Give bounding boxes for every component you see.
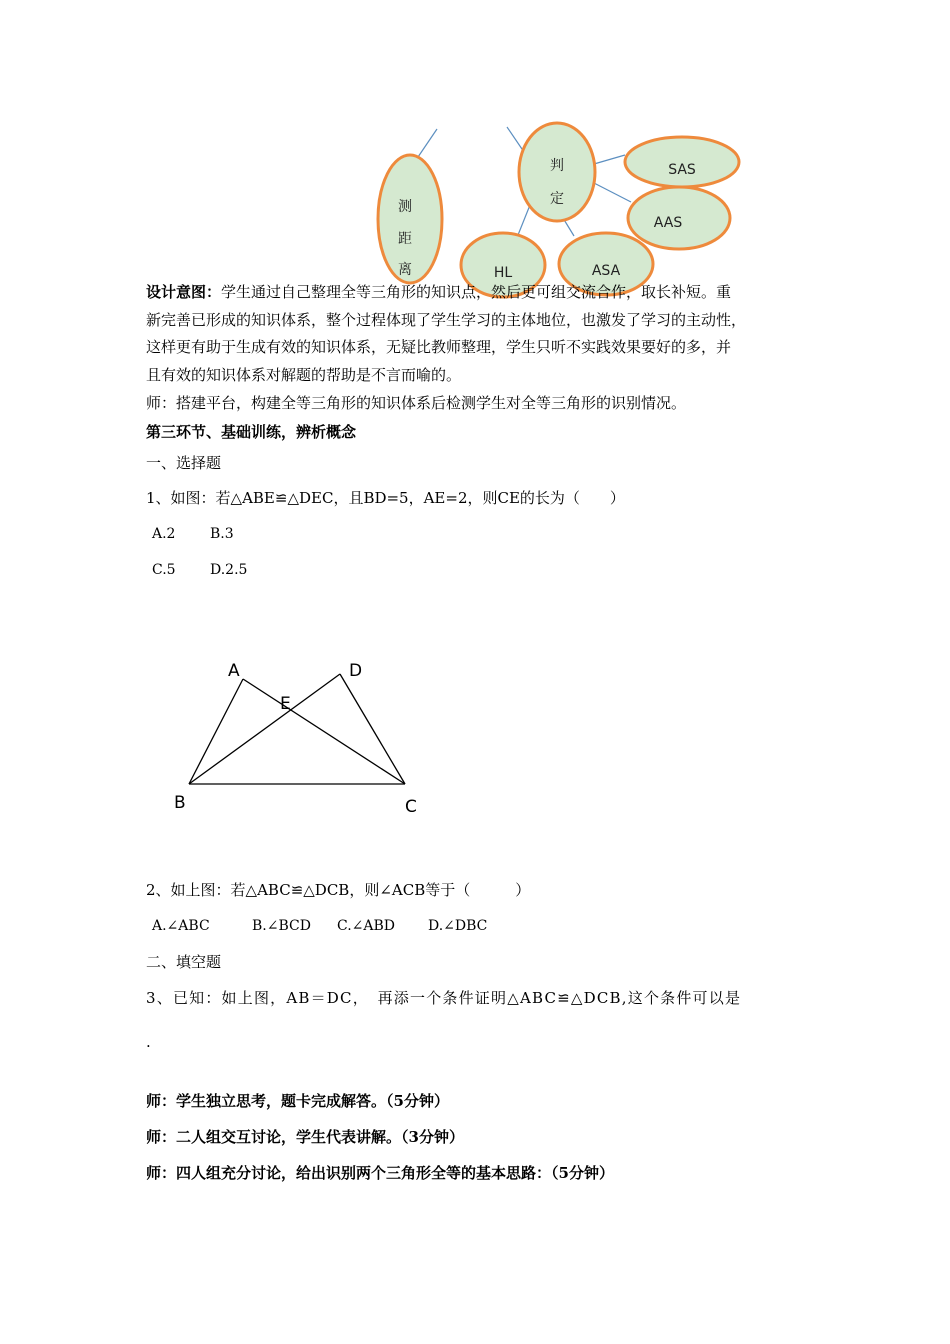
q2-option-d: D.∠DBC [428, 918, 488, 934]
connector-judge-sas [594, 155, 625, 164]
design-text-1: 学生通过自己整理全等三角形的知识点，然后更可组交流合作，取长补短。重 [221, 283, 732, 301]
point-d-label: D [349, 661, 363, 681]
teacher-line-pairs: 师：二人组交互讨论，学生代表讲解。（3分钟） [146, 1128, 464, 1146]
connector-measure-up [418, 129, 437, 157]
mind-map-nodes [378, 123, 739, 297]
q2-option-a: A.∠ABC [152, 918, 210, 934]
design-line-1 [146, 279, 818, 307]
node-judge-char-2: 定 [550, 191, 564, 207]
q2-option-c: C.∠ABD [337, 918, 396, 934]
teacher-line-platform: 师：搭建平台，构建全等三角形的知识体系后检测学生对全等三角形的识别情况。 [146, 394, 687, 412]
q1-option-a: A.2 [152, 526, 176, 542]
segment-ab [189, 679, 243, 784]
q1-option-c: C.5 [152, 562, 176, 578]
connector-judge-aas [594, 183, 631, 202]
segment-ac [243, 679, 405, 784]
point-c-label: C [405, 797, 417, 817]
node-asa-label: ASA [591, 263, 621, 279]
node-measure-char-1: 测 [398, 199, 412, 215]
part-2-heading: 二、填空题 [146, 953, 222, 971]
node-measure-char-2: 距 [398, 231, 412, 247]
mind-map [0, 0, 950, 300]
question-3-stem: 3、已知：如上图，AB＝DC， 再添一个条件证明△ABC≌△DCB,这个条件可以是 [146, 989, 742, 1007]
question-1-stem: 1、如图：若△ABE≌△DEC，且BD=5，AE=2，则CE的长为（ ） [146, 489, 625, 507]
node-hl-label: HL [493, 265, 513, 281]
segment-db [189, 674, 340, 784]
question-2-stem: 2、如上图：若△ABC≌△DCB，则∠ACB等于（ ） [146, 881, 531, 899]
point-b-label: B [174, 793, 186, 813]
node-sas-label: SAS [668, 162, 696, 178]
design-label: 设计意图： [146, 283, 222, 301]
question-3-tail: . [146, 1033, 151, 1051]
design-line-3: 这样更有助于生成有效的知识体系，无疑比教师整理，学生只听不实践效果要好的多，并 [146, 338, 732, 356]
design-intent-paragraph [146, 279, 818, 389]
teacher-line-independent: 师：学生独立思考，题卡完成解答。（5分钟） [146, 1092, 449, 1110]
teacher-line-groups: 师：四人组充分讨论，给出识别两个三角形全等的基本思路：（5分钟） [146, 1164, 614, 1182]
connector-judge-up [507, 127, 524, 152]
design-line-2: 新完善已形成的知识体系，整个过程体现了学生学习的主体地位，也激发了学习的主动性， [146, 310, 747, 329]
segment-dc [340, 674, 405, 784]
design-line-4: 且有效的知识体系对解题的帮助是不言而喻的。 [146, 365, 462, 384]
node-judge-char-1: 判 [550, 158, 564, 174]
node-aas-label: AAS [653, 215, 683, 231]
q2-option-b: B.∠BCD [252, 918, 311, 934]
section-3-heading: 第三环节、基础训练，辨析概念 [146, 423, 357, 441]
q1-option-d: D.2.5 [210, 562, 248, 578]
point-a-label: A [228, 661, 240, 681]
point-e-label: E [280, 694, 291, 714]
q1-option-b: B.3 [210, 526, 234, 542]
node-measure-char-3: 离 [398, 262, 412, 278]
part-1-heading: 一、选择题 [146, 454, 222, 472]
